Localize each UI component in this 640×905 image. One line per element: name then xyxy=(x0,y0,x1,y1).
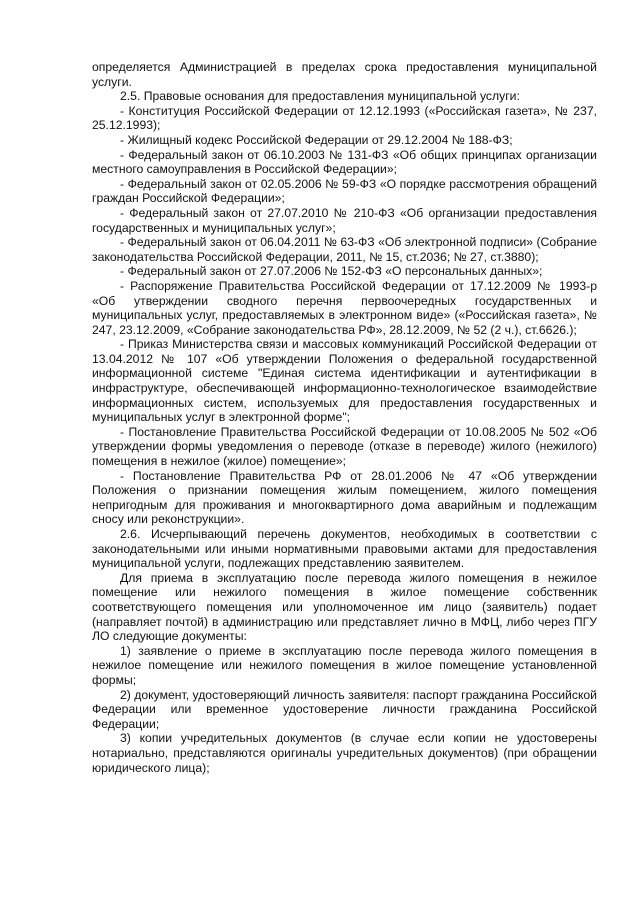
legal-basis-item: - Федеральный закон от 06.10.2003 № 131-ФЗ «Об общих принципах организации местного самоуправления в Российской Федерации»; xyxy=(92,147,597,177)
document-list-item: 3) копии учредительных документов (в случае если копии не удостоверены нотариально, представляются оригиналы учредительных документов) (при обращении юридического лица); xyxy=(92,731,597,775)
section-2-5-heading: 2.5. Правовые основания для предоставления муниципальной услуги: xyxy=(120,89,520,104)
section-2-6-heading: 2.6. Исчерпывающий перечень документов, необходимых в соответствии с законодательными или иными нормативными правовыми актами для предоставления муниципальной услуги, подлежащих представлению заявителем. xyxy=(92,527,597,571)
legal-basis-item: - Конституция Российской Федерации от 12.12.1993 («Российская газета», № 237, 25.12.1993); xyxy=(92,103,597,133)
legal-basis-item: - Федеральный закон от 02.05.2006 № 59-ФЗ «О порядке рассмотрения обращений граждан Российской Федерации»; xyxy=(92,176,597,206)
legal-basis-item: - Распоряжение Правительства Российской Федерации от 17.12.2009 № 1993-р «Об утверждении сводного перечня первоочередных государственных и муниципальных услуг, предоставляемых в электронном виде» («Российская газета», № 247, 23.12.2009, «Собрание законодательства РФ», 28.12.2009, № 52 (2 ч.), ст.6626.); xyxy=(92,278,597,337)
body-paragraph: Для приема в эксплуатацию после перевода жилого помещения в нежилое помещение или нежилого помещения в жилое помещение собственник соответствующего помещения или уполномоченное им лицо (заявитель) подает (направляет почтой) в администрацию или представляет лично в МФЦ, либо через ПГУ ЛО следующие документы: xyxy=(92,570,597,644)
legal-basis-item: - Жилищный кодекс Российской Федерации от 29.12.2004 № 188-ФЗ; xyxy=(120,132,513,147)
legal-basis-item: - Федеральный закон от 06.04.2011 № 63-ФЗ «Об электронной подписи» (Собрание законодательства Российской Федерации, 2011, № 15, ст.2036; № 27, ст.3880); xyxy=(92,235,597,264)
document-list-item: 1) заявление о приеме в эксплуатацию после перевода жилого помещения в нежилое помещение или нежилого помещения в жилое помещение установленной формы; xyxy=(92,643,597,687)
legal-basis-item: - Федеральный закон от 27.07.2010 № 210-ФЗ «Об организации предоставления государственных и муниципальных услуг»; xyxy=(92,205,597,235)
legal-basis-item: - Постановление Правительства РФ от 28.01.2006 № 47 «Об утверждении Положения о признании помещения жилым помещением, жилого помещения непригодным для проживания и многоквартирного дома аварийным и подлежащим сносу или реконструкции». xyxy=(92,468,597,527)
legal-basis-item: - Приказ Министерства связи и массовых коммуникаций Российской Федерации от 13.04.2012 № 107 «Об утверждении Положения о федеральной государственной информационной системе "Единая система идентификации и аутентификации в инфраструктуре, обеспечивающей информационно-технологическое взаимодействие информационных систем, используемых для предоставления государственных и муниципальных услуг в электронной форме"; xyxy=(92,337,597,425)
legal-basis-item: - Постановление Правительства Российской Федерации от 10.08.2005 № 502 «Об утверждении формы уведомления о переводе (отказе в переводе) жилого (нежилого) помещения в нежилое (жилое) помещение»; xyxy=(92,424,597,469)
document-list-item: 2) документ, удостоверяющий личность заявителя: паспорт гражданина Российской Федерации или временное удостоверение личности гражданина Российской Федерации; xyxy=(92,687,597,731)
legal-basis-item: - Федеральный закон от 27.07.2006 № 152-ФЗ «О персональных данных»; xyxy=(120,264,543,279)
document-body xyxy=(92,60,597,775)
paragraph-continuation: определяется Администрацией в пределах срока предоставления муниципальной услуги. xyxy=(92,60,597,89)
